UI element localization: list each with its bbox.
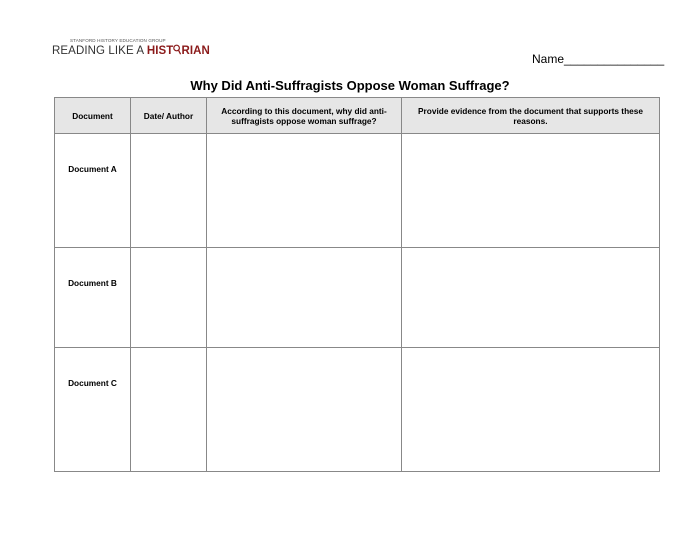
graphic-organizer-table xyxy=(54,97,660,472)
document-label-cell xyxy=(55,134,131,248)
reasons-cell[interactable] xyxy=(207,348,402,472)
document-label: Document C xyxy=(68,378,117,388)
logo-text-hist-a: HIST xyxy=(146,45,174,57)
reading-like-a-historian-logo xyxy=(52,38,212,62)
date-author-cell[interactable] xyxy=(131,348,207,472)
document-label-cell xyxy=(55,248,131,348)
table-header-row xyxy=(55,98,660,134)
reasons-cell[interactable] xyxy=(207,248,402,348)
evidence-cell[interactable] xyxy=(402,348,660,472)
header-date-author: Date/ Author xyxy=(131,98,207,134)
evidence-cell[interactable] xyxy=(402,248,660,348)
header-reasons: According to this document, why did anti-suffragists oppose woman suffrage? xyxy=(207,98,402,134)
document-label: Document A xyxy=(68,164,117,174)
table-row xyxy=(55,248,660,348)
logo-wordmark xyxy=(52,44,210,57)
page-title: Why Did Anti-Suffragists Oppose Woman Suffrage? xyxy=(190,78,510,93)
document-label: Document B xyxy=(68,278,117,288)
logo-text-hist-b: RIAN xyxy=(181,45,210,57)
header-document: Document xyxy=(55,98,131,134)
header-evidence: Provide evidence from the document that supports these reasons. xyxy=(402,98,660,134)
date-author-cell[interactable] xyxy=(131,134,207,248)
reasons-cell[interactable] xyxy=(207,134,402,248)
name-field[interactable]: Name_______________ xyxy=(532,52,665,66)
document-label-cell xyxy=(55,348,131,472)
evidence-cell[interactable] xyxy=(402,134,660,248)
logo-org-name: STANFORD HISTORY EDUCATION GROUP xyxy=(70,38,166,43)
table-row xyxy=(55,134,660,248)
date-author-cell[interactable] xyxy=(131,248,207,348)
table-row xyxy=(55,348,660,472)
logo-text-prefix: READING LIKE A xyxy=(52,45,147,57)
